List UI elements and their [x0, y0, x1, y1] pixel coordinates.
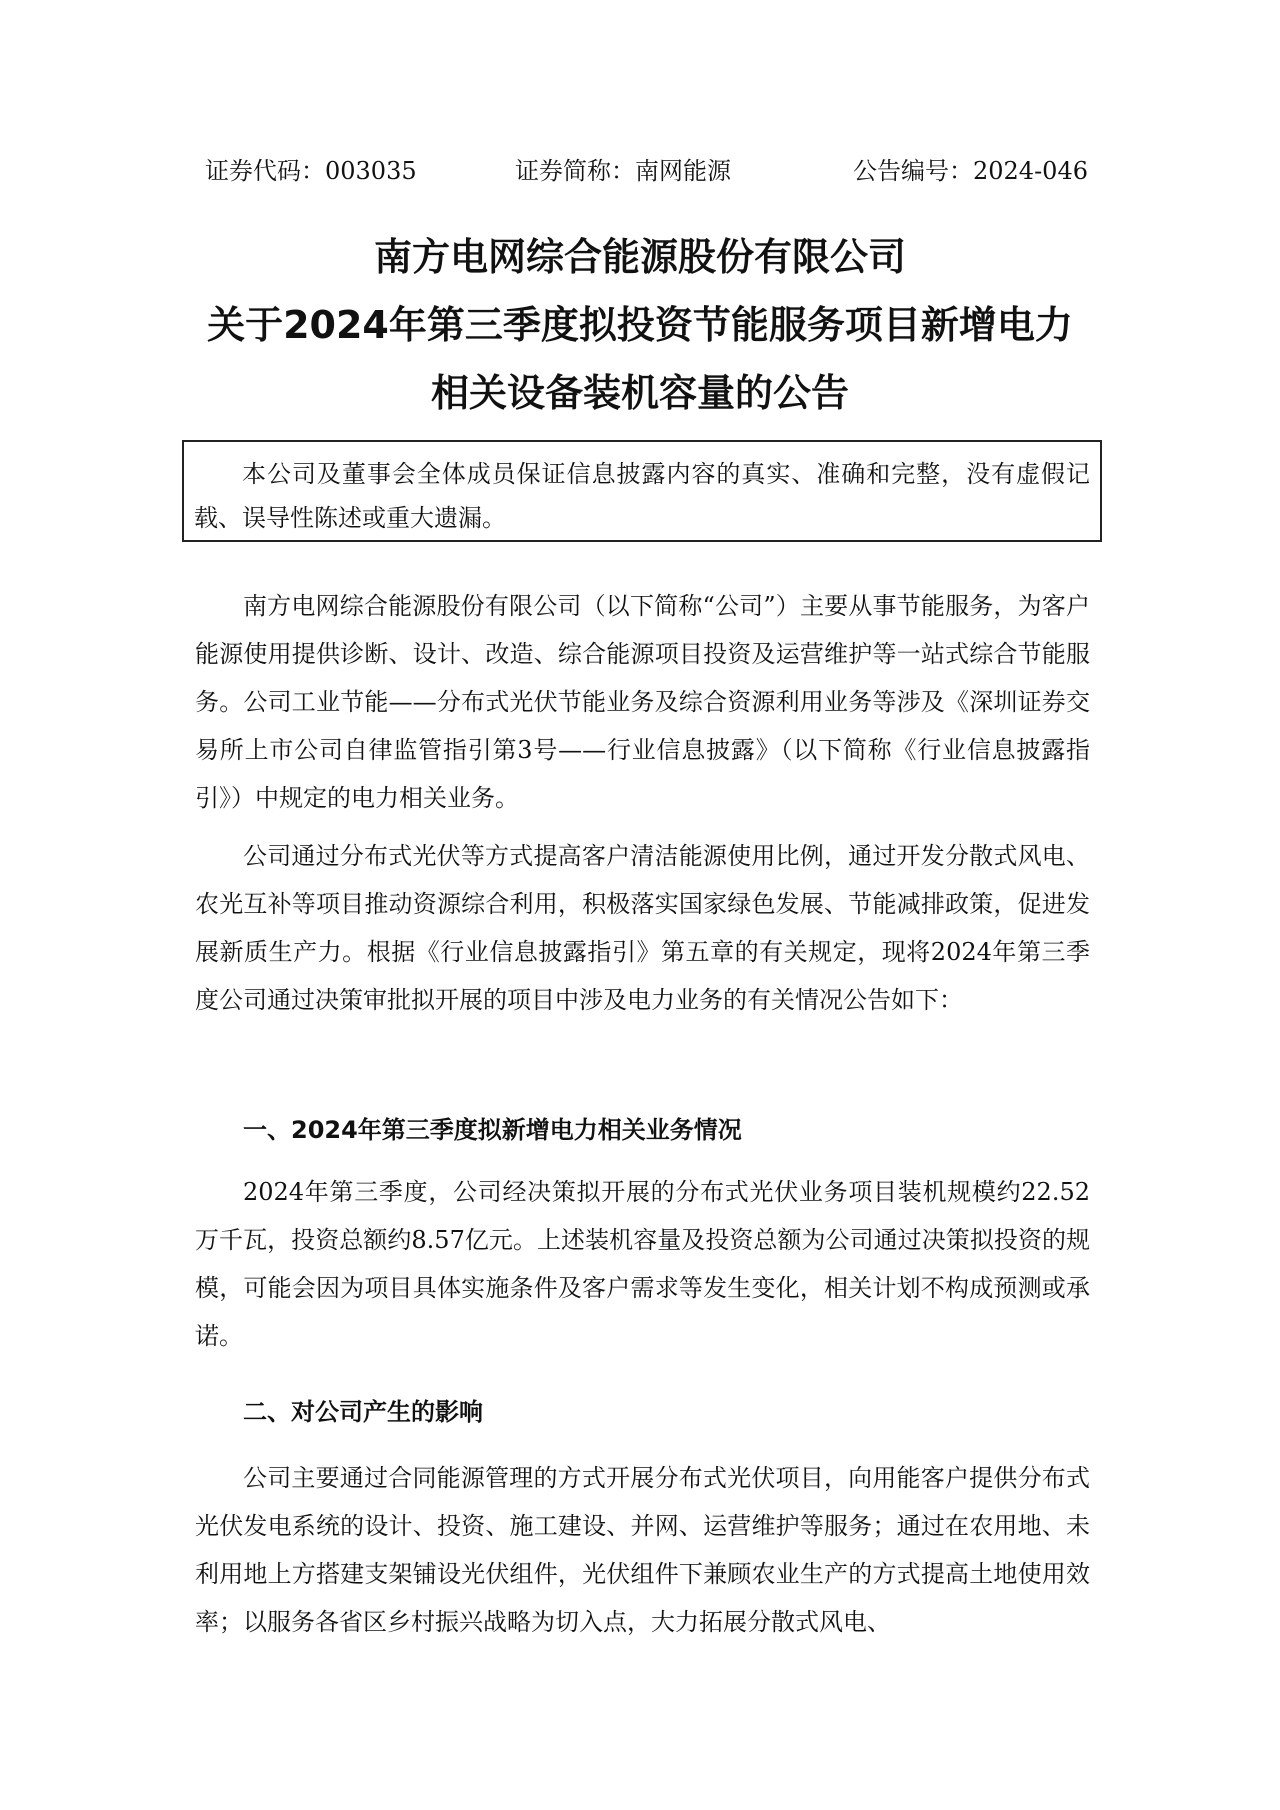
paragraph-text: 南方电网综合能源股份有限公司（以下简称“公司”）主要从事节能服务，为客户能源使用提供诊断、设计、改造、综合能源项目投资及运营维护等一站式综合节能服务。公司工业节能——分布式光伏节能业务及综合资源利用业务等涉及《深圳证券交易所上市公司自律监管指引第3号——行业信息披露》（以下简称《行业信息披露指引》）中规定的电力相关业务。 [195, 592, 1090, 812]
stock-code: 证券代码：003035 [205, 157, 417, 185]
paragraph-business-overview [195, 832, 1090, 1024]
paragraph-text: 2024年第三季度，公司经决策拟开展的分布式光伏业务项目装机规模约22.52万千瓦，投资总额约8.57亿元。上述装机容量及投资总额为公司通过决策拟投资的规模，可能会因为项目具体实施条件及客户需求等发生变化，相关计划不构成预测或承诺。 [195, 1178, 1090, 1350]
paragraph-text: 公司主要通过合同能源管理的方式开展分布式光伏项目，向用能客户提供分布式光伏发电系统的设计、投资、施工建设、并网、运营维护等服务；通过在农用地、未利用地上方搭建支架铺设光伏组件，光伏组件下兼顾农业生产的方式提高土地使用效率；以服务各省区乡村振兴战略为切入点，大力拓展分散式风电、 [195, 1464, 1090, 1636]
paragraph-q3-capacity [195, 1168, 1090, 1360]
paragraph-company-intro [195, 582, 1090, 822]
section-heading-1 [195, 1106, 1090, 1154]
paragraph-text: 公司通过分布式光伏等方式提高客户清洁能源使用比例，通过开发分散式风电、农光互补等项目推动资源综合利用，积极落实国家绿色发展、节能减排政策，促进发展新质生产力。根据《行业信息披露指引》第五章的有关规定，现将2024年第三季度公司通过决策审批拟开展的项目中涉及电力业务的有关情况公告如下： [195, 842, 1090, 1014]
title-subject: 关于2024年第三季度拟投资节能服务项目新增电力 [207, 303, 1073, 347]
disclaimer-box [182, 440, 1102, 542]
title-subject-cont: 相关设备装机容量的公告 [430, 371, 849, 415]
title-company: 南方电网综合能源股份有限公司 [373, 235, 906, 279]
section-heading-text: 一、2024年第三季度拟新增电力相关业务情况 [243, 1116, 742, 1144]
stock-name: 证券简称：南网能源 [515, 157, 731, 185]
section-heading-text: 二、对公司产生的影响 [243, 1398, 483, 1426]
section-heading-2 [195, 1388, 1090, 1436]
paragraph-impact [195, 1454, 1090, 1646]
disclaimer-text: 本公司及董事会全体成员保证信息披露内容的真实、准确和完整，没有虚假记载、误导性陈述或重大遗漏。 [194, 460, 1090, 532]
document-header [205, 153, 1088, 189]
announcement-number: 公告编号：2024-046 [853, 157, 1088, 185]
